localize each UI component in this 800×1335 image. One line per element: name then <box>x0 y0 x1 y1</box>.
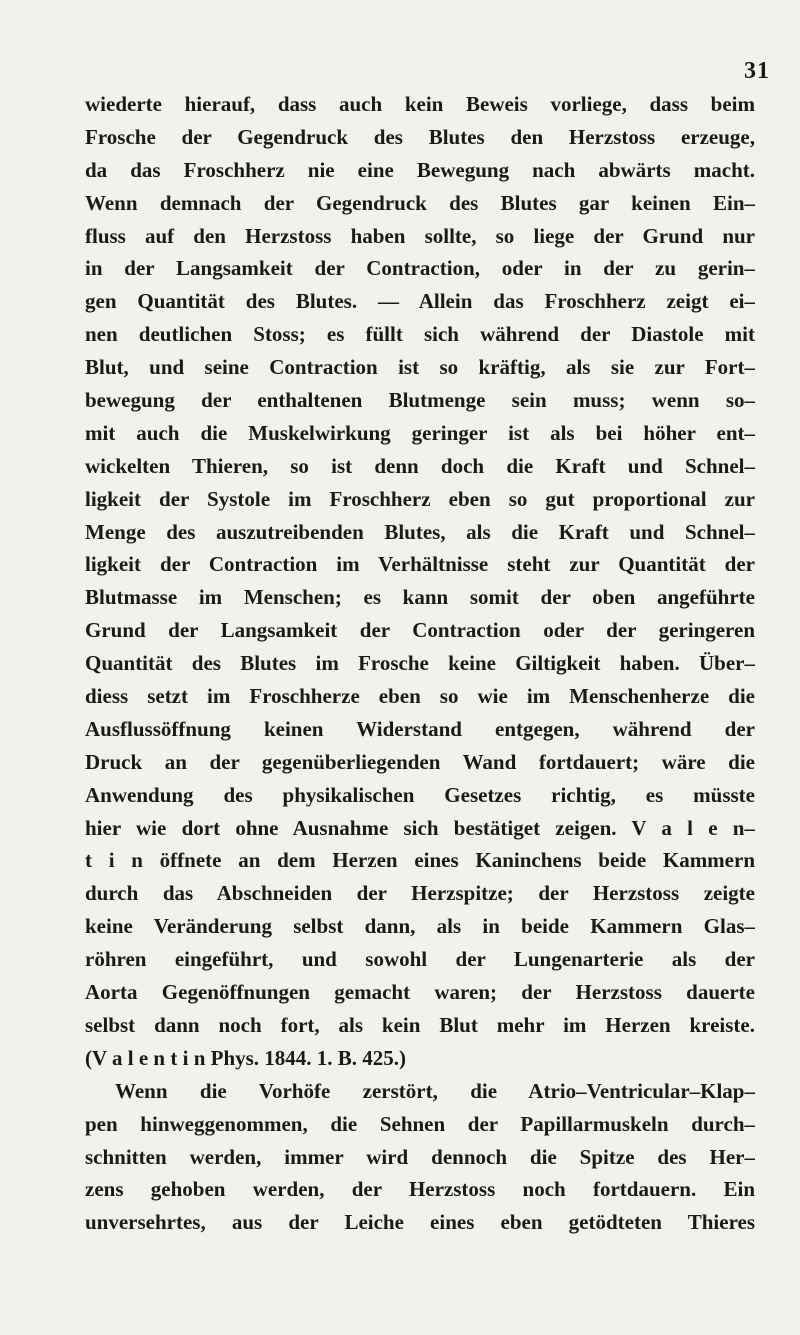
text-line: in der Langsamkeit der Contraction, oder in der zu gerin– <box>85 256 755 281</box>
text-line: durch das Abschneiden der Herzspitze; der Herzstoss zeigte <box>85 881 755 906</box>
text-line: pen hinweggenommen, die Sehnen der Papillarmuskeln durch– <box>85 1111 755 1136</box>
text-line: ligkeit der Contraction im Verhältnisse steht zur Quantität der <box>85 552 755 577</box>
text-line: fluss auf den Herzstoss haben sollte, so liege der Grund nur <box>85 223 755 248</box>
text-line: selbst dann noch fort, als kein Blut mehr im Herzen kreiste. <box>85 1012 755 1037</box>
text-line: nen deutlichen Stoss; es füllt sich während der Diastole mit <box>85 322 755 347</box>
text-line: Wenn demnach der Gegendruck des Blutes gar keinen Ein– <box>85 190 755 215</box>
body-text <box>85 88 755 1239</box>
text-line: gen Quantität des Blutes. — Allein das Froschherz zeigt ei– <box>85 289 755 314</box>
text-line: bewegung der enthaltenen Blutmenge sein muss; wenn so– <box>85 388 755 413</box>
text-line: ligkeit der Systole im Froschherz eben so gut proportional zur <box>85 486 755 511</box>
text-line: wiederte hierauf, dass auch kein Beweis vorliege, dass beim <box>85 92 755 116</box>
text-line: Anwendung des physikalischen Gesetzes richtig, es müsste <box>85 782 755 807</box>
text-line: Quantität des Blutes im Frosche keine Giltigkeit haben. Über– <box>85 651 755 676</box>
text-line: Blut, und seine Contraction ist so kräftig, als sie zur Fort– <box>85 355 755 380</box>
text-line: zens gehoben werden, der Herzstoss noch fortdauern. Ein <box>85 1177 755 1202</box>
paragraph-start-line: Wenn die Vorhöfe zerstört, die Atrio–Ventricular–Klap– <box>115 1078 755 1103</box>
text-line: Frosche der Gegendruck des Blutes den Herzstoss erzeuge, <box>85 124 755 149</box>
text-line: schnitten werden, immer wird dennoch die Spitze des Her– <box>85 1144 755 1169</box>
text-line: röhren eingeführt, und sowohl der Lungenarterie als der <box>85 947 755 972</box>
text-line: da das Froschherz nie eine Bewegung nach abwärts macht. <box>85 157 755 182</box>
text-line: Druck an der gegenüberliegenden Wand fortdauert; wäre die <box>85 749 755 774</box>
text-line: t i n öffnete an dem Herzen eines Kaninchens beide Kammern <box>85 848 755 873</box>
text-line: Grund der Langsamkeit der Contraction oder der geringeren <box>85 618 755 643</box>
page-number: 31 <box>744 58 770 84</box>
text-line: wickelten Thieren, so ist denn doch die Kraft und Schnel– <box>85 453 755 478</box>
text-line: Menge des auszutreibenden Blutes, als die Kraft und Schnel– <box>85 519 755 544</box>
text-line: diess setzt im Froschherze eben so wie im Menschenherze die <box>85 684 755 709</box>
text-line: mit auch die Muskelwirkung geringer ist als bei höher ent– <box>85 420 755 445</box>
text-line: keine Veränderung selbst dann, als in beide Kammern Glas– <box>85 914 755 939</box>
text-line: Aorta Gegenöffnungen gemacht waren; der Herzstoss dauerte <box>85 980 755 1005</box>
citation-line: (V a l e n t i n Phys. 1844. 1. B. 425.) <box>85 1045 407 1070</box>
text-line: Ausflussöffnung keinen Widerstand entgegen, während der <box>85 716 755 741</box>
text-line: Blutmasse im Menschen; es kann somit der oben angeführte <box>85 585 755 610</box>
text-line: unversehrtes, aus der Leiche eines eben getödteten Thieres <box>85 1210 755 1235</box>
text-line: hier wie dort ohne Ausnahme sich bestätiget zeigen. V a l e n– <box>85 815 755 840</box>
